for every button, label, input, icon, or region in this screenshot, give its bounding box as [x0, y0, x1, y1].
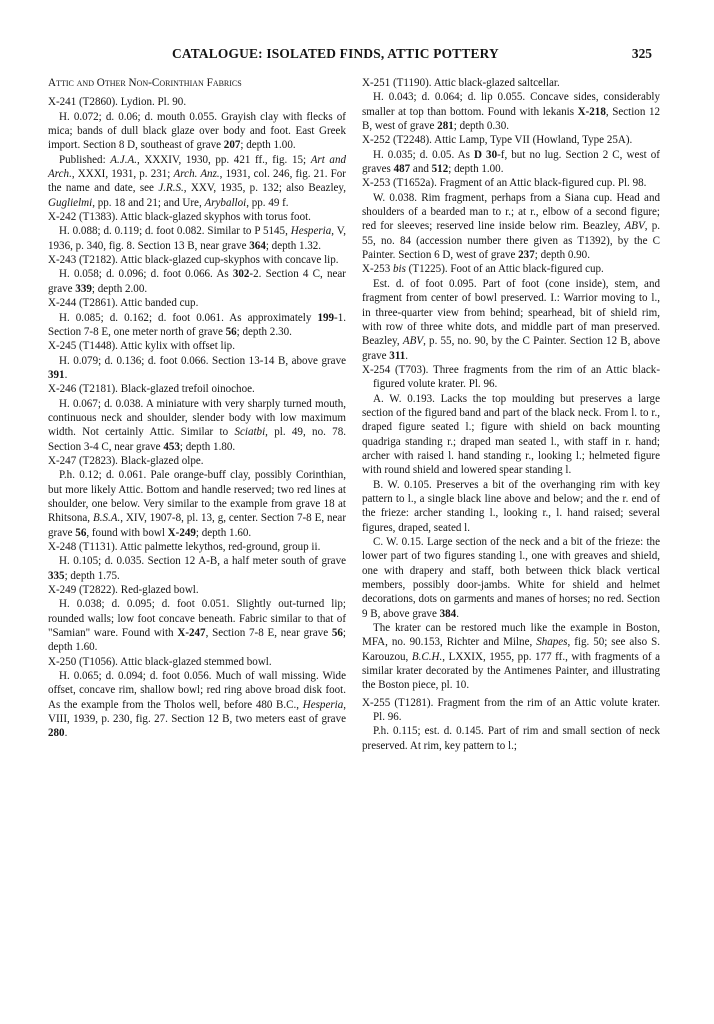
fragment-c: C. W. 0.15. Large section of the neck and a bit of the frieze: the lower part of two figures standing l., one with greaves and shield, one with drapery and staff, both between thick black vertical members, possibly door-jambs. White for shield and helmet decorations, dots on garments and manes of horses; no red. Section 9 B, above grave 384.: [362, 536, 660, 620]
catalogue-entry-x253: X-253 (T1652a). Fragment of an Attic black-figured cup. Pl. 98.: [362, 177, 647, 190]
entry-description: P.h. 0.115; est. d. 0.145. Part of rim and small section of neck preserved. At rim, key pattern to l.;: [362, 725, 660, 752]
entry-description: P.h. 0.12; d. 0.061. Pale orange-buff clay, possibly Corinthian, but more likely Attic. Bottom and handle reserved; two red lines at shoulder, one below. Very similar to the example from grave 18 at Rhitsona, B.S.A., XIV, 1907-8, pl. 13, g, center. Section 7-8 E, near grave 56, found with bowl X-249; depth 1.60.: [48, 469, 346, 539]
entry-description: Est. d. of foot 0.095. Part of foot (cone inside), stem, and fragment from center of bowl preserved. I.: Warrior moving to l., in three-quarter view from behind; spearhead, bit of shield rim, with row of three white dots, and middle part of man preserved. Beazley, ABV, p. 55, no. 90, by the C Painter. Section 12 B, above grave 311.: [362, 277, 660, 362]
catalogue-entry-x249: X-249 (T2822). Red-glazed bowl.: [48, 584, 199, 597]
page-header: [48, 46, 652, 66]
catalogue-entry-x246: X-246 (T2181). Black-glazed trefoil oinochoe.: [48, 383, 255, 396]
entry-description: H. 0.105; d. 0.035. Section 12 A-B, a half meter south of grave 335; depth 1.75.: [48, 555, 346, 582]
fragment-a: A. W. 0.193. Lacks the top moulding but preserves a large section of the figured band and part of the black neck. From l. to r., draped figure seated l.; figure with shield on back mounting quadriga standing r.; draped man seated l., with staff in r. hand; archer with raised l. hand standing r., looking l.; helmeted figure with round shield and lowered spear standing l.: [362, 392, 660, 477]
catalogue-entry-x247: X-247 (T2823). Black-glazed olpe.: [48, 454, 204, 467]
entry-commentary: The krater can be restored much like the example in Boston, MFA, no. 90.153, Richter and Milne, Shapes, fig. 50; see also S. Karouzou, B.C.H., LXXIX, 1955, pp. 177 ff., with fragments of a similar krater decorated by the Antimenes Painter, and illustrating the Boston piece, pl. 10.: [362, 622, 660, 692]
page-number: 325: [631, 46, 652, 61]
entry-description: H. 0.043; d. 0.064; d. lip 0.055. Concave sides, considerably smaller at top than bottom. Found with lekanis X-218, Section 12 B, west of grave 281; depth 0.30.: [362, 91, 660, 133]
entry-description: W. 0.038. Rim fragment, perhaps from a Siana cup. Head and shoulders of a bearded man to r.; at r., elbow of a second figure; red for sleeves; reserved line inside below rim. Beazley, ABV, p. 55, no. 84 (accession number there given as T1392), by the C Painter. Section 6 D, west of grave 237; depth 0.90.: [362, 191, 660, 262]
catalogue-entry-x243: X-243 (T2182). Attic black-glazed cup-skyphos with concave lip.: [48, 254, 339, 267]
catalogue-entry-x242: X-242 (T1383). Attic black-glazed skyphos with torus foot.: [48, 211, 311, 224]
fragment-b: B. W. 0.105. Preserves a bit of the overhanging rim with key pattern to l., a single black line above and below; and the r. end of the frieze: archer standing l., looking r., l. hand raised; several figures, draped, seated l.: [362, 478, 660, 534]
entry-description: H. 0.079; d. 0.136; d. foot 0.066. Section 13-14 B, above grave 391.: [48, 354, 346, 381]
catalogue-entry-x245: X-245 (T1448). Attic kylix with offset lip.: [48, 340, 235, 353]
left-column: [48, 76, 346, 741]
entry-description: H. 0.088; d. 0.119; d. foot 0.082. Similar to P 5145, Hesperia, V, 1936, p. 340, fig. 8. Section 13 B, near grave 364; depth 1.32.: [48, 225, 347, 252]
entry-description: H. 0.072; d. 0.06; d. mouth 0.055. Grayish clay with flecks of mica; bands of dull black glaze over body and foot. East Greek import. Section 8 D, southeast of grave 207; depth 1.00.: [48, 110, 346, 152]
catalogue-entry-x252: X-252 (T2248). Attic Lamp, Type VII (Howland, Type 25A).: [362, 134, 633, 147]
entry-description: H. 0.038; d. 0.095; d. foot 0.051. Slightly out-turned lip; rounded walls; low foot concave beneath. Fabric similar to that of "Samian" ware. Found with X-247, Section 7-8 E, near grave 56; depth 1.60.: [48, 598, 346, 654]
entry-description: H. 0.085; d. 0.162; d. foot 0.061. As approximately 199-1. Section 7-8 E, one meter north of grave 56; depth 2.30.: [48, 311, 346, 338]
catalogue-entry-x254: X-254 (T703). Three fragments from the rim of an Attic black-figured volute krater. Pl. 96.: [362, 363, 660, 391]
catalogue-entry-x253-bis: X-253 bis (T1225). Foot of an Attic black-figured cup.: [362, 263, 604, 276]
catalogue-entry-x248: X-248 (T1131). Attic palmette lekythos, red-ground, group ii.: [48, 541, 321, 553]
section-heading: Attic and Other Non-Corinthian Fabrics: [48, 77, 242, 89]
catalogue-entry-x251: X-251 (T1190). Attic black-glazed saltcellar.: [362, 77, 560, 89]
entry-description: H. 0.067; d. 0.038. A miniature with very sharply turned mouth, continuous neck and shoulder, slender body with low maximum width. Not certainly Attic. Similar to Sciatbi, pl. 49, no. 78. Section 3-4 C, near grave 453; depth 1.80.: [48, 397, 346, 453]
entry-description: H. 0.035; d. 0.05. As D 30-f, but no lug. Section 2 C, west of graves 487 and 512; depth 1.00.: [362, 148, 660, 176]
right-column: [362, 76, 660, 753]
running-title: CATALOGUE: ISOLATED FINDS, ATTIC POTTERY: [172, 46, 499, 61]
catalogue-entry-x244: X-244 (T2861). Attic banded cup.: [48, 297, 199, 310]
entry-description: H. 0.065; d. 0.094; d. foot 0.056. Much of wall missing. Wide offset, concave rim, shallow bowl; red ring above broad disk foot. As the example from the Tholos well, before 480 B.C., Hesperia, VIII, 1939, p. 230, fig. 27. Section 12 B, two meters east of grave 280.: [48, 670, 346, 740]
catalogue-entry-x255: X-255 (T1281). Fragment from the rim of an Attic volute krater. Pl. 96.: [362, 696, 660, 724]
entry-bibliography: Published: A.J.A., XXXIV, 1930, pp. 421 ff., fig. 15; Art and Arch., XXXI, 1931, p. 231; Arch. Anz., 1931, col. 246, fig. 21. For the name and date, see J.R.S., XXV, 1935, p. 132; also Beazley, Guglielmi, pp. 18 and 21; and Ure, Aryballoi, pp. 49 f.: [48, 153, 347, 209]
catalogue-entry-x250: X-250 (T1056). Attic black-glazed stemmed bowl.: [48, 655, 272, 668]
entry-description: H. 0.058; d. 0.096; d. foot 0.066. As 302-2. Section 4 C, near grave 339; depth 2.00.: [48, 268, 346, 295]
catalogue-entry-x241: X-241 (T2860). Lydion. Pl. 90.: [48, 96, 187, 109]
